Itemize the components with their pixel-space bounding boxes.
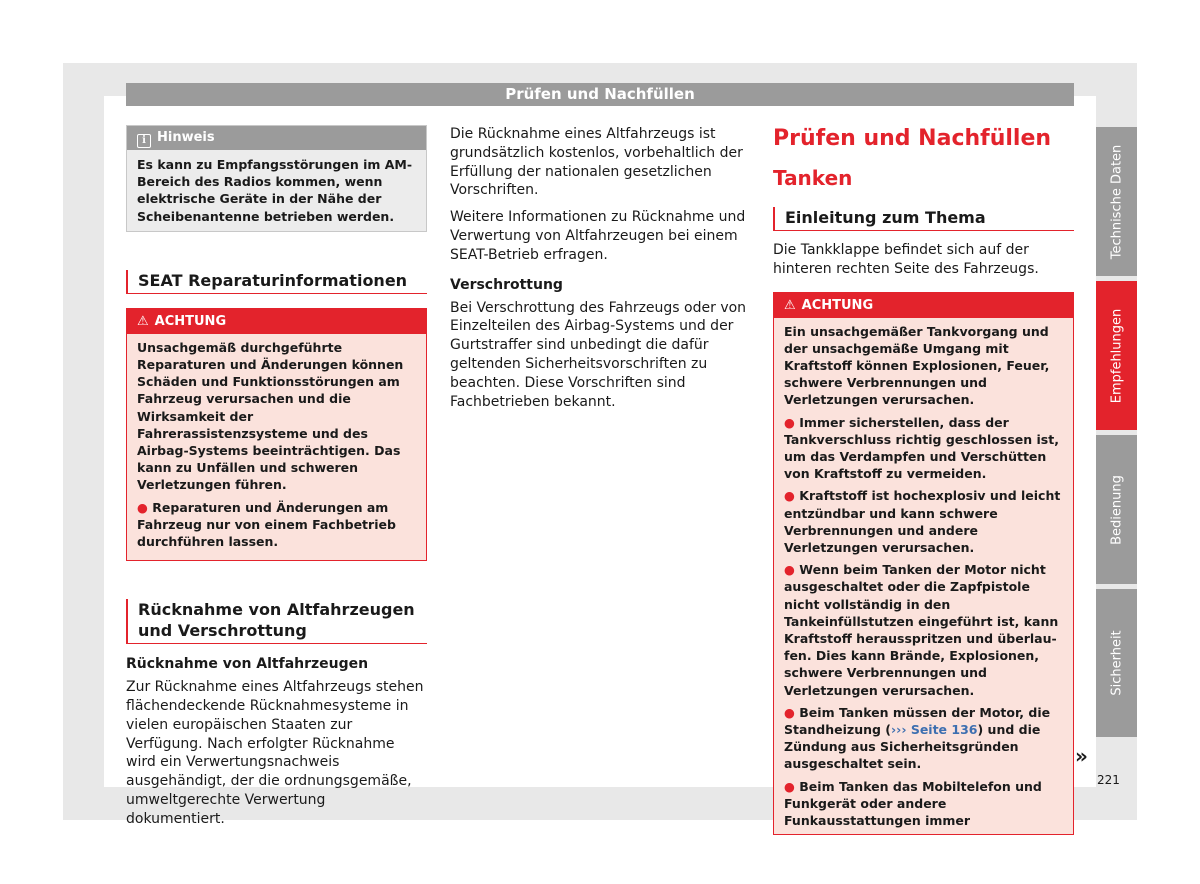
warning-icon: ⚠ [137,313,149,329]
bullet-icon: ● [784,488,795,504]
subheading-vehicle-return: Rücknahme von Altfahrzeugen [126,656,369,673]
section-heading-repair-info: SEAT Reparaturinformationen [126,270,427,294]
tab-technische-daten[interactable]: Technische Daten [1096,127,1137,276]
bullet-icon: ● [784,778,795,794]
bullet-icon: ● [784,562,795,578]
warning-icon: ⚠ [784,297,796,313]
warning-title: ACHTUNG [801,297,874,313]
column-left [126,125,427,829]
column-right [773,125,1074,835]
subheading-scrapping: Verschrottung [450,276,563,293]
tab-empfehlungen[interactable]: Empfehlungen [1096,281,1137,430]
note-title: Hinweis [157,130,215,145]
warning-header [774,293,1073,318]
warning-bullet: ● Beim Tanken müssen der Motor, die Standheizung (››› Seite 136) und die Zündung aus Sicherheitsgründen ausgeschaltet sein. [784,704,1051,772]
note-box [126,125,427,232]
warning-bullet: ● Reparaturen und Änderungen am Fahrzeug nur von einem Fachbetrieb durchführen lassen. [137,499,396,550]
continue-marker: » [1075,744,1088,768]
bullet-icon: ● [784,414,795,430]
chapter-title: Prüfen und Nachfüllen [773,126,1052,151]
tab-bedienung[interactable]: Bedienung [1096,435,1137,584]
tab-sicherheit[interactable]: Sicherheit [1096,589,1137,737]
page-reference-link[interactable]: ››› Seite 136 [891,722,978,738]
warning-intro: Ein unsachgemäßer Tankvorgang und der unsachgemäße Umgang mit Kraftstoff können Explosionen, Feuer, schwere Verbrennungen und Verletzungen verursachen. [784,323,1050,408]
warning-header [127,309,426,334]
warning-text [127,334,426,560]
page-number: 221 [1097,773,1120,787]
paragraph: Die Rücknahme eines Altfahrzeugs ist grundsätzlich kostenlos, vorbehaltlich der Erfüllung der nationalen gesetzlichen Vorschriften. [450,126,743,199]
note-text: Es kann zu Empfangsstörungen im AM-Bereich des Radios kommen, wenn elektrische Geräte in der Nähe der Scheibenantenne betrieben werden. [137,157,413,224]
warning-bullet: ● Immer sicherstellen, dass der Tankverschluss richtig geschlossen ist, um das Verdampfen und Verschütten von Kraftstoff zu vermeiden. [784,414,1059,482]
paragraph: Bei Verschrottung des Fahrzeugs oder von Einzelteilen des Airbag-Systems und der Gurtstraffer sind unbedingt die dafür geltenden Sicherheitsvorschriften zu beachten. Diese Vorschriften sind Fachbetrieben bekannt. [450,299,747,410]
warning-bullet: ● Wenn beim Tanken der Motor nicht ausgeschaltet oder die Zapfpistole nicht vollständig in den Tankeinfüllstutzen eingeführt ist, kann Kraftstoff herausspritzen und überlaufen. Dies kann Brände, Explosionen, schwere Verbrennungen und Verletzungen verursachen. [784,562,1059,698]
warning-box [126,308,427,561]
section-heading-intro: Einleitung zum Thema [773,207,1074,231]
paragraph: Zur Rücknahme eines Altfahrzeugs stehen flächendeckende Rücknahmesysteme in vielen europäischen Staaten zur Verfügung. Nach erfolgter Rücknahme wird ein Verwertungsnachweis ausgehändigt, der die ordnungsgemäße, umweltgerechte Verwertung dokumentiert. [126,679,424,827]
warning-title: ACHTUNG [154,313,227,329]
note-header [127,126,426,150]
warning-text [774,318,1073,835]
warning-bullet: ● Beim Tanken das Mobiltelefon und Funkgerät oder andere Funkausstattungen immer [784,778,1042,829]
warning-intro: Unsachgemäß durchgeführte Reparaturen und Änderungen können Schäden und Funktionsstörungen am Fahrzeug verursachen und die Wirksamkeit der Fahrerassistenzsysteme und des Airbag-Systems beeinträchtigen. Das kann zu Unfällen und schweren Verletzungen führen. [137,339,404,493]
bullet-icon: ● [137,499,148,515]
running-header: Prüfen und Nachfüllen [126,83,1074,106]
warning-bullet: ● Kraftstoff ist hochexplosiv und leicht entzündbar und kann schwere Verbrennungen und andere Verletzungen verursachen. [784,488,1061,556]
paragraph: Weitere Informationen zu Rücknahme und Verwertung von Altfahrzeugen bei einem SEAT-Betrieb erfragen. [450,209,746,263]
column-middle [450,125,750,411]
section-heading-vehicle-return: Rücknahme von Altfahrzeugen und Verschrottung [126,599,427,644]
section-title: Tanken [773,166,853,190]
info-icon: i [137,134,151,148]
paragraph: Die Tankklappe befindet sich auf der hinteren rechten Seite des Fahrzeugs. [773,242,1039,277]
warning-box [773,292,1074,836]
bullet-icon: ● [784,704,795,720]
